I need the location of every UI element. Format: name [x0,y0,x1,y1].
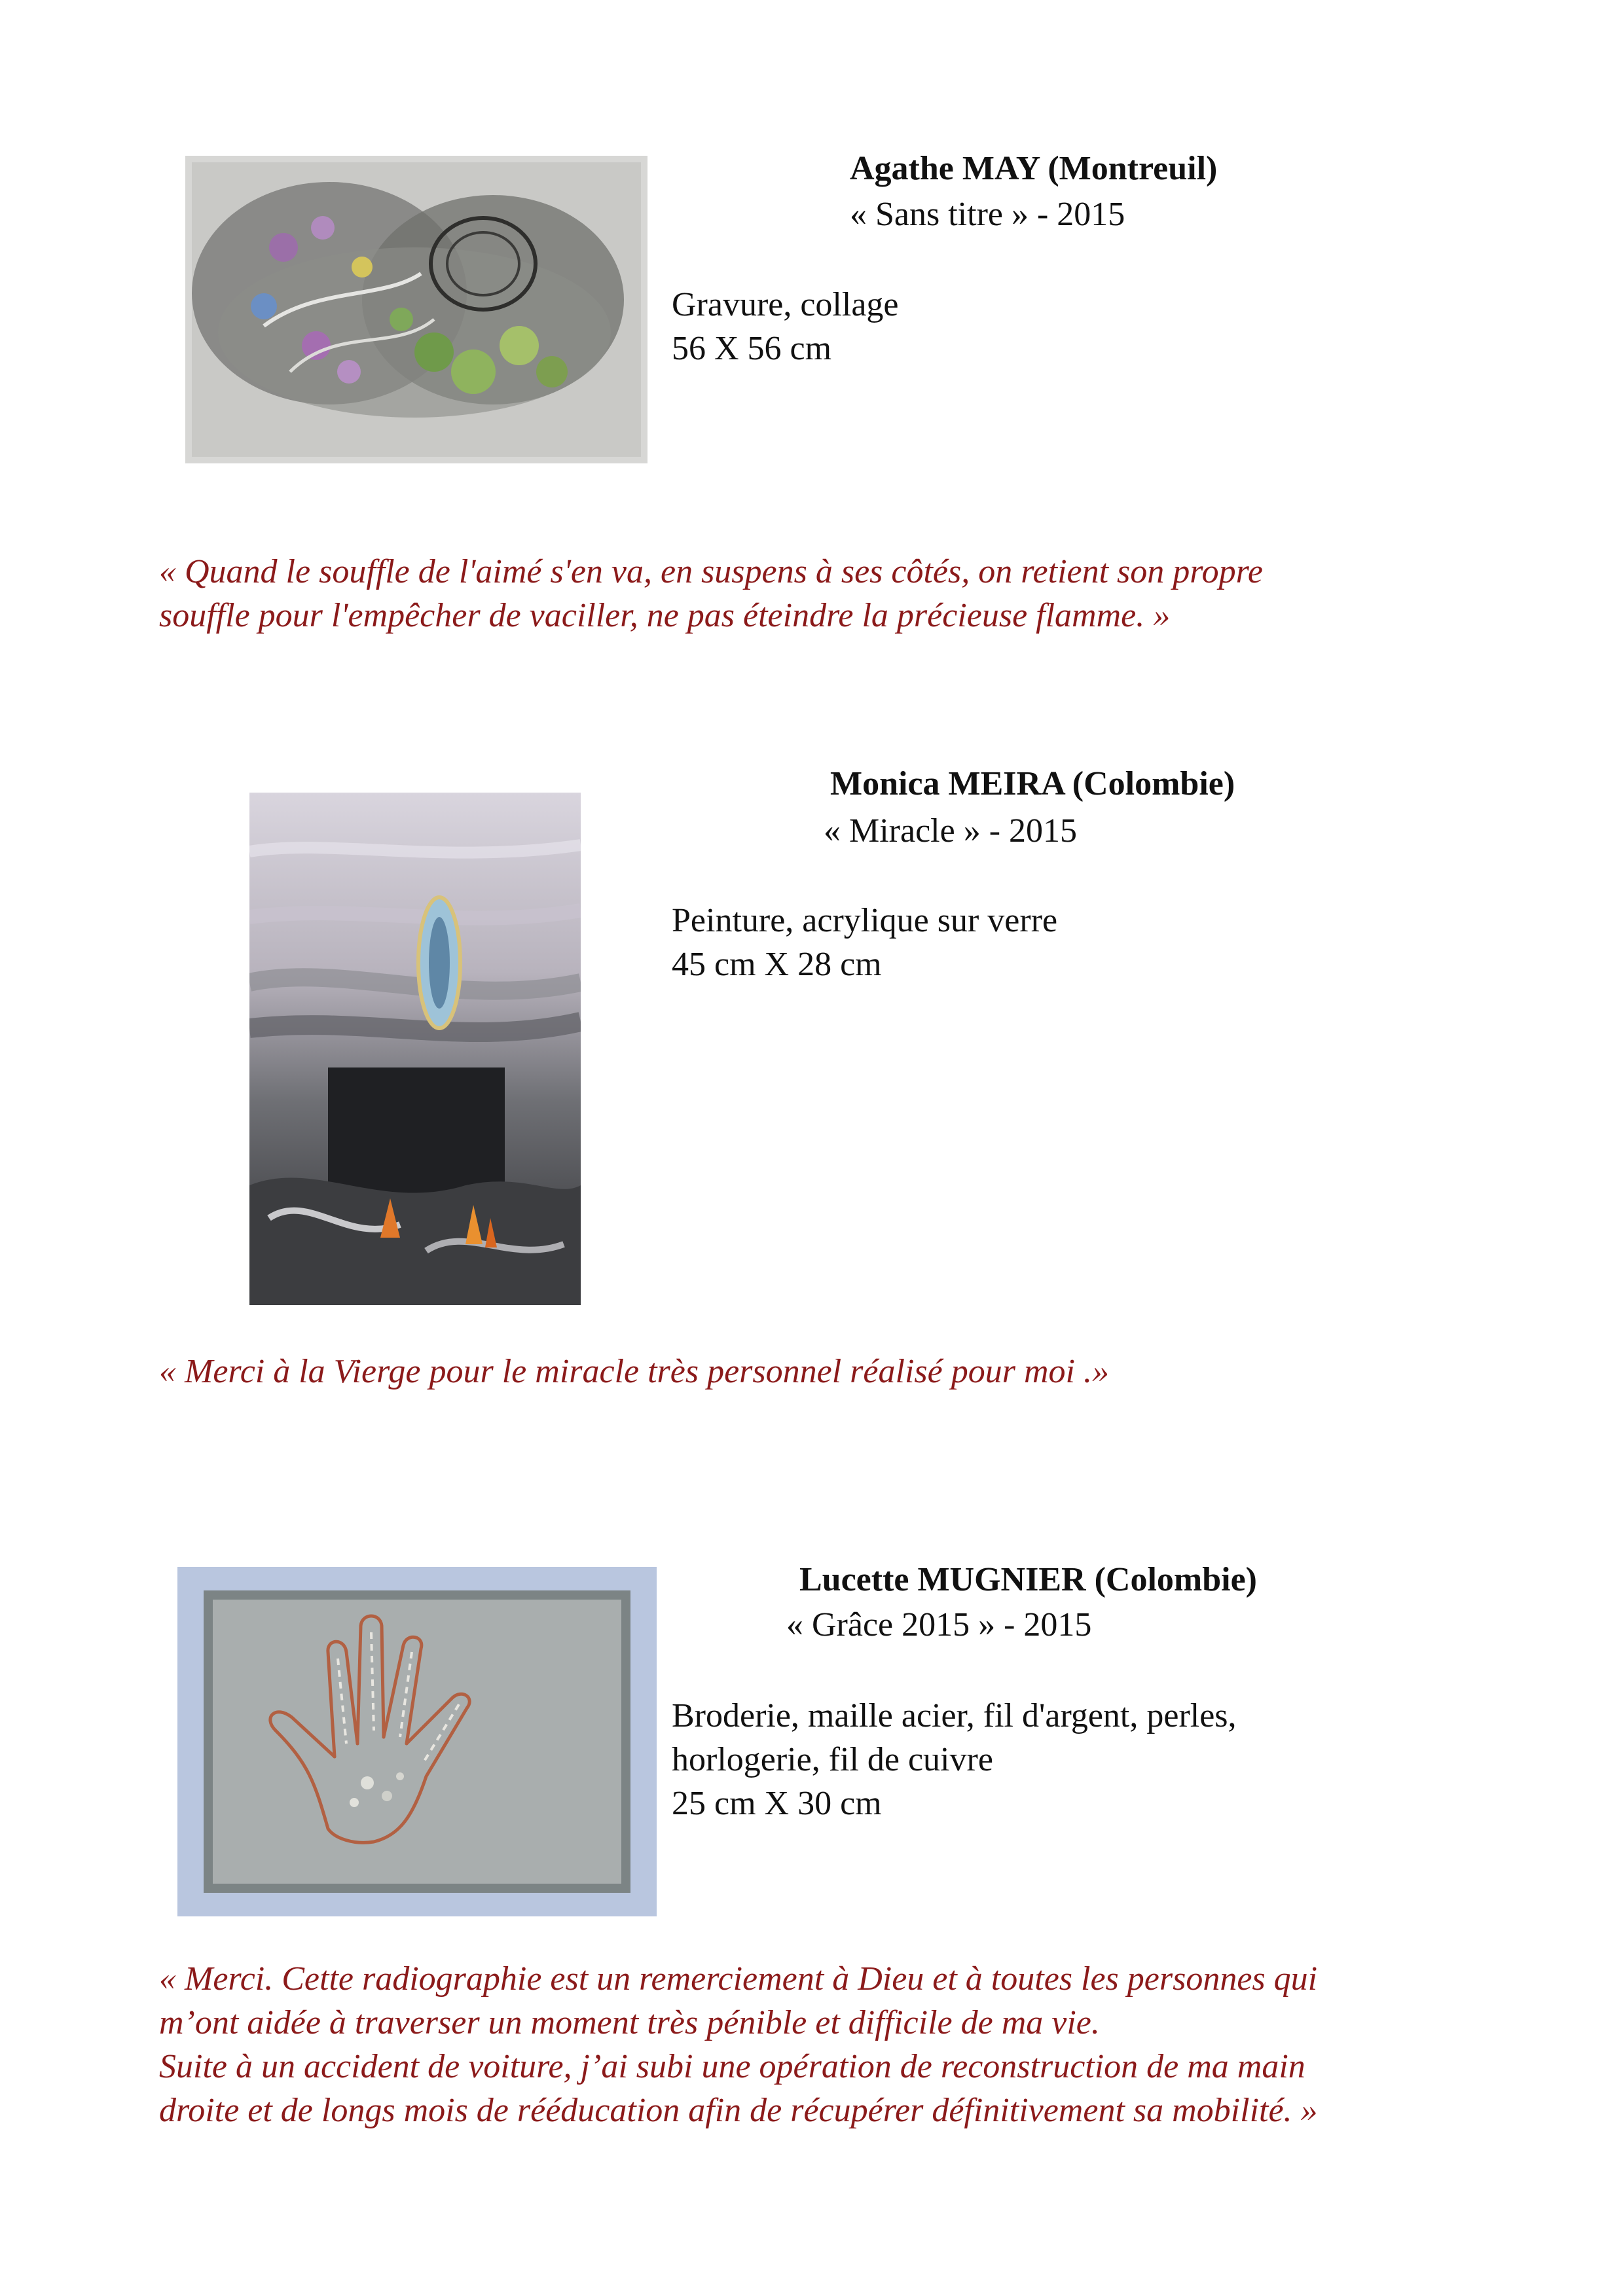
quote-line: souffle pour l'empêcher de vaciller, ne pas éteindre la précieuse flamme. » [159,597,1171,634]
artwork-technique: Broderie, maille acier, fil d'argent, perles, [672,1697,1237,1734]
quote-line: m’ont aidée à traverser un moment très pénible et difficile de ma vie. [159,2004,1100,2041]
artist-name: Agathe MAY (Montreuil) [850,150,1218,187]
artist-quote [159,1350,1488,1393]
artwork-details [672,283,898,370]
quote-line: Suite à un accident de voiture, j’ai subi une opération de reconstruction de ma main [159,2048,1305,2085]
artwork-dimensions: 56 X 56 cm [672,330,832,367]
artist-name: Lucette MUGNIER (Colombie) [799,1561,1257,1598]
artwork-photo-sans-titre [185,156,647,463]
artwork-title: « Sans titre » - 2015 [850,196,1125,233]
artist-name: Monica MEIRA (Colombie) [830,765,1235,802]
artwork-technique: Peinture, acrylique sur verre [672,902,1058,939]
quote-line: « Merci à la Vierge pour le miracle très personnel réalisé pour moi .» [159,1353,1109,1390]
artwork-dimensions: 45 cm X 28 cm [672,946,882,983]
quote-line: « Merci. Cette radiographie est un remerciement à Dieu et à toutes les personnes qui [159,1960,1318,1998]
artwork-technique: Gravure, collage [672,286,899,323]
artwork-photo-grace [177,1567,657,1916]
artwork-technique-continued: horlogerie, fil de cuivre [672,1741,993,1778]
artwork-photo-miracle [249,793,581,1305]
artist-quote [159,550,1488,637]
artwork-title: « Miracle » - 2015 [824,812,1078,850]
artwork-details [672,1694,1237,1825]
artist-quote [159,1957,1488,2132]
artwork-title: « Grâce 2015 » - 2015 [786,1606,1092,1643]
quote-line: « Quand le souffle de l'aimé s'en va, en suspens à ses côtés, on retient son propre [159,553,1263,590]
artwork-dimensions: 25 cm X 30 cm [672,1785,882,1822]
quote-line: droite et de longs mois de rééducation afin de récupérer définitivement sa mobilité. » [159,2092,1318,2129]
artwork-details [672,899,1057,986]
